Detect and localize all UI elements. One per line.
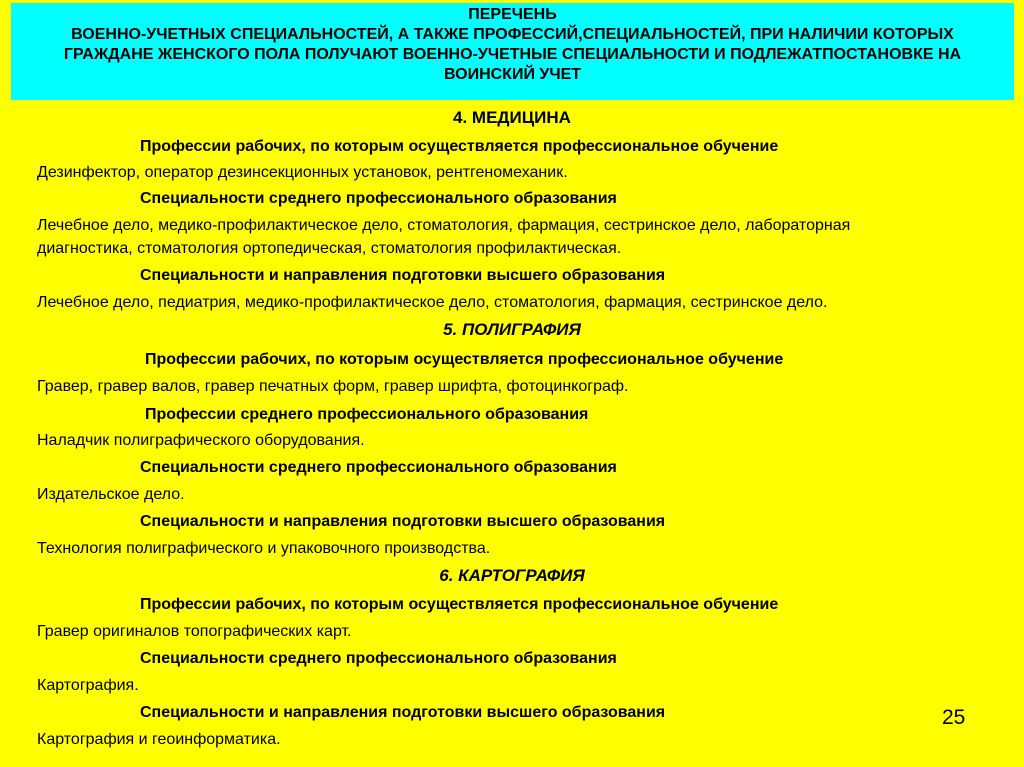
header-banner [11,3,1014,100]
medicine-workers-heading: Профессии рабочих, по которым осуществляется профессиональное обучение [140,138,779,155]
polygraphy-secondary-prof-heading: Профессии среднего профессионального образования [145,406,589,423]
section-title-medicine: 4. МЕДИЦИНА [453,108,571,127]
medicine-higher-text: Лечебное дело, педиатрия, медико-профилактическое дело, стоматология, фармация, сестринское дело. [37,294,828,311]
cartography-higher-text: Картография и геоинформатика. [37,731,281,748]
polygraphy-higher-text: Технология полиграфического и упаковочного производства. [37,540,491,557]
polygraphy-higher-heading: Специальности и направления подготовки высшего образования [140,513,666,530]
cartography-higher-heading: Специальности и направления подготовки высшего образования [140,704,666,721]
page-number: 25 [942,706,966,729]
header-line-3: ГРАЖДАНЕ ЖЕНСКОГО ПОЛА ПОЛУЧАЮТ ВОЕННО-УЧЕТНЫЕ СПЕЦИАЛЬНОСТИ И ПОДЛЕЖАТПОСТАНОВКЕ НА [63,46,962,63]
section-title-cartography: 6. КАРТОГРАФИЯ [439,566,585,585]
medicine-secondary-heading: Специальности среднего профессионального образования [140,190,617,207]
cartography-workers-text: Гравер оригиналов топографических карт. [37,623,352,640]
medicine-secondary-text-1: Лечебное дело, медико-профилактическое дело, стоматология, фармация, сестринское дело, лабораторная [37,217,851,234]
header-line-4: ВОИНСКИЙ УЧЕТ [443,66,582,83]
polygraphy-secondary-spec-text: Издательское дело. [37,486,185,503]
medicine-workers-text: Дезинфектор, оператор дезинсекционных установок, рентгеномеханик. [37,164,568,181]
polygraphy-workers-heading: Профессии рабочих, по которым осуществляется профессиональное обучение [145,351,784,368]
cartography-secondary-text: Картография. [37,677,139,694]
polygraphy-secondary-prof-text: Наладчик полиграфического оборудования. [37,432,365,449]
header-line-2: ВОЕННО-УЧЕТНЫХ СПЕЦИАЛЬНОСТЕЙ, А ТАКЖЕ ПРОФЕССИЙ,СПЕЦИАЛЬНОСТЕЙ, ПРИ НАЛИЧИИ КОТОРЫХ [71,26,954,43]
section-title-polygraphy: 5. ПОЛИГРАФИЯ [443,320,581,339]
cartography-secondary-heading: Специальности среднего профессионального образования [140,650,617,667]
medicine-higher-heading: Специальности и направления подготовки высшего образования [140,267,666,284]
polygraphy-workers-text: Гравер, гравер валов, гравер печатных форм, гравер шрифта, фотоцинкограф. [37,378,629,395]
header-title: ПЕРЕЧЕНЬ [468,6,557,23]
cartography-workers-heading: Профессии рабочих, по которым осуществляется профессиональное обучение [140,596,779,613]
medicine-secondary-text-2: диагностика, стоматология ортопедическая, стоматология профилактическая. [37,240,622,257]
polygraphy-secondary-spec-heading: Специальности среднего профессионального образования [140,459,617,476]
